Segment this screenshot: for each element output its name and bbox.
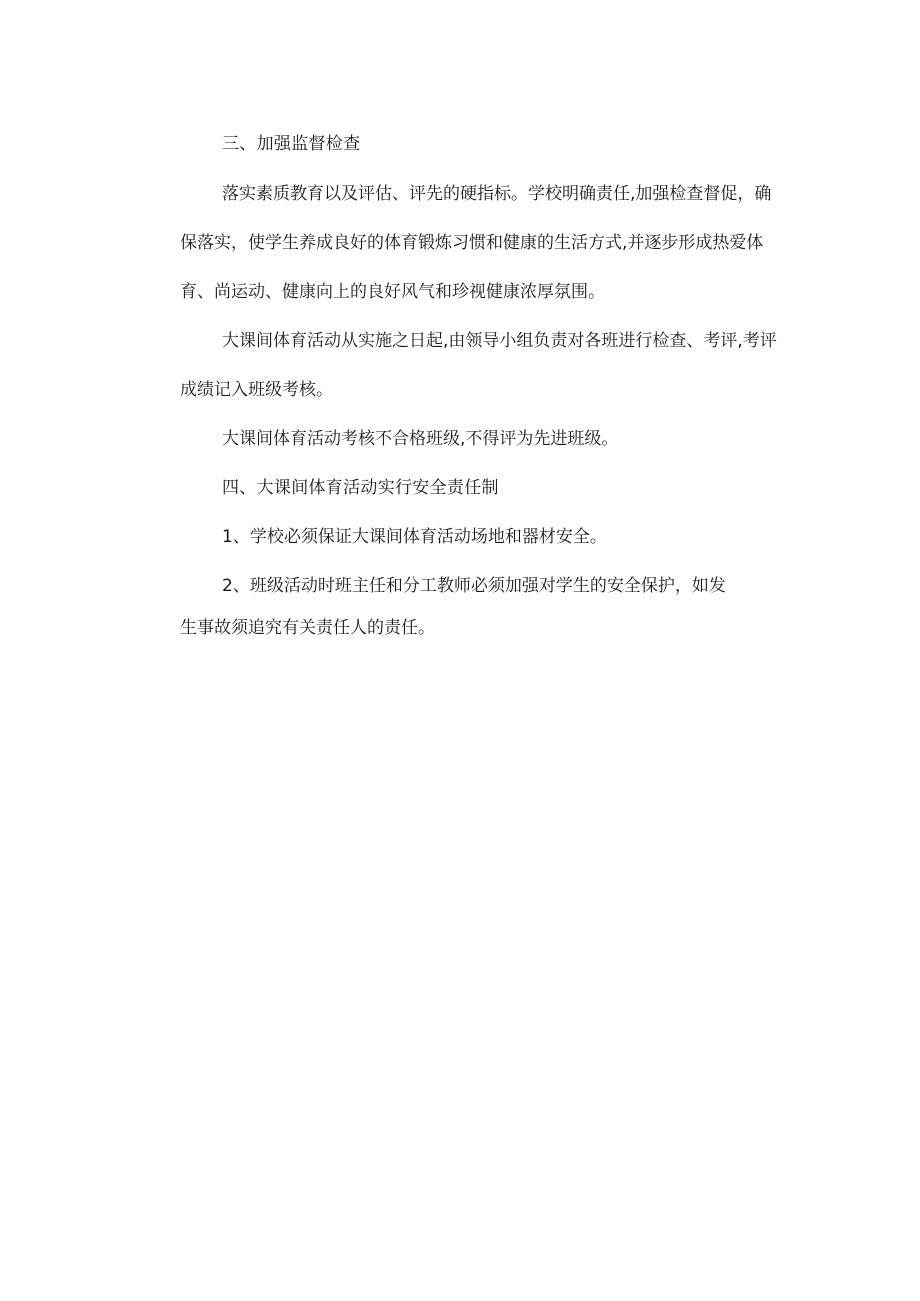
document-body [138,124,788,640]
text-line: 落实素质教育以及评估、评先的硬指标。学校明确责任,加强检查督促，确 [222,184,772,204]
text-line: 1、学校必须保证大课间体育活动场地和器材安全。 [222,527,607,547]
text-line: 三、加强监督检查 [222,134,361,154]
paragraph-assessment [138,427,788,451]
list-item-2 [138,574,788,640]
text-line: 大课间体育活动考核不合格班级,不得评为先进班级。 [222,429,619,449]
text-line: 成绩记入班级考核。 [180,380,333,400]
text-line: 保落实，使学生养成良好的体育锻炼习惯和健康的生活方式,并逐步形成热爱体 [180,233,764,253]
section-heading-3 [138,132,788,156]
paragraph-implementation [138,182,788,304]
text-line: 四、大课间体育活动实行安全责任制 [222,478,499,498]
list-item-1 [138,525,788,549]
text-line: 生事故须追究有关责任人的责任。 [180,618,435,638]
text-line: 育、尚运动、健康向上的良好风气和珍视健康浓厚氛围。 [180,282,605,302]
section-heading-4 [138,476,788,500]
text-line: 大课间体育活动从实施之日起,由领导小组负责对各班进行检查、考评,考评 [222,331,777,351]
text-line: 2、班级活动时班主任和分工教师必须加强对学生的安全保护，如发 [222,576,726,596]
paragraph-inspection [138,329,788,402]
